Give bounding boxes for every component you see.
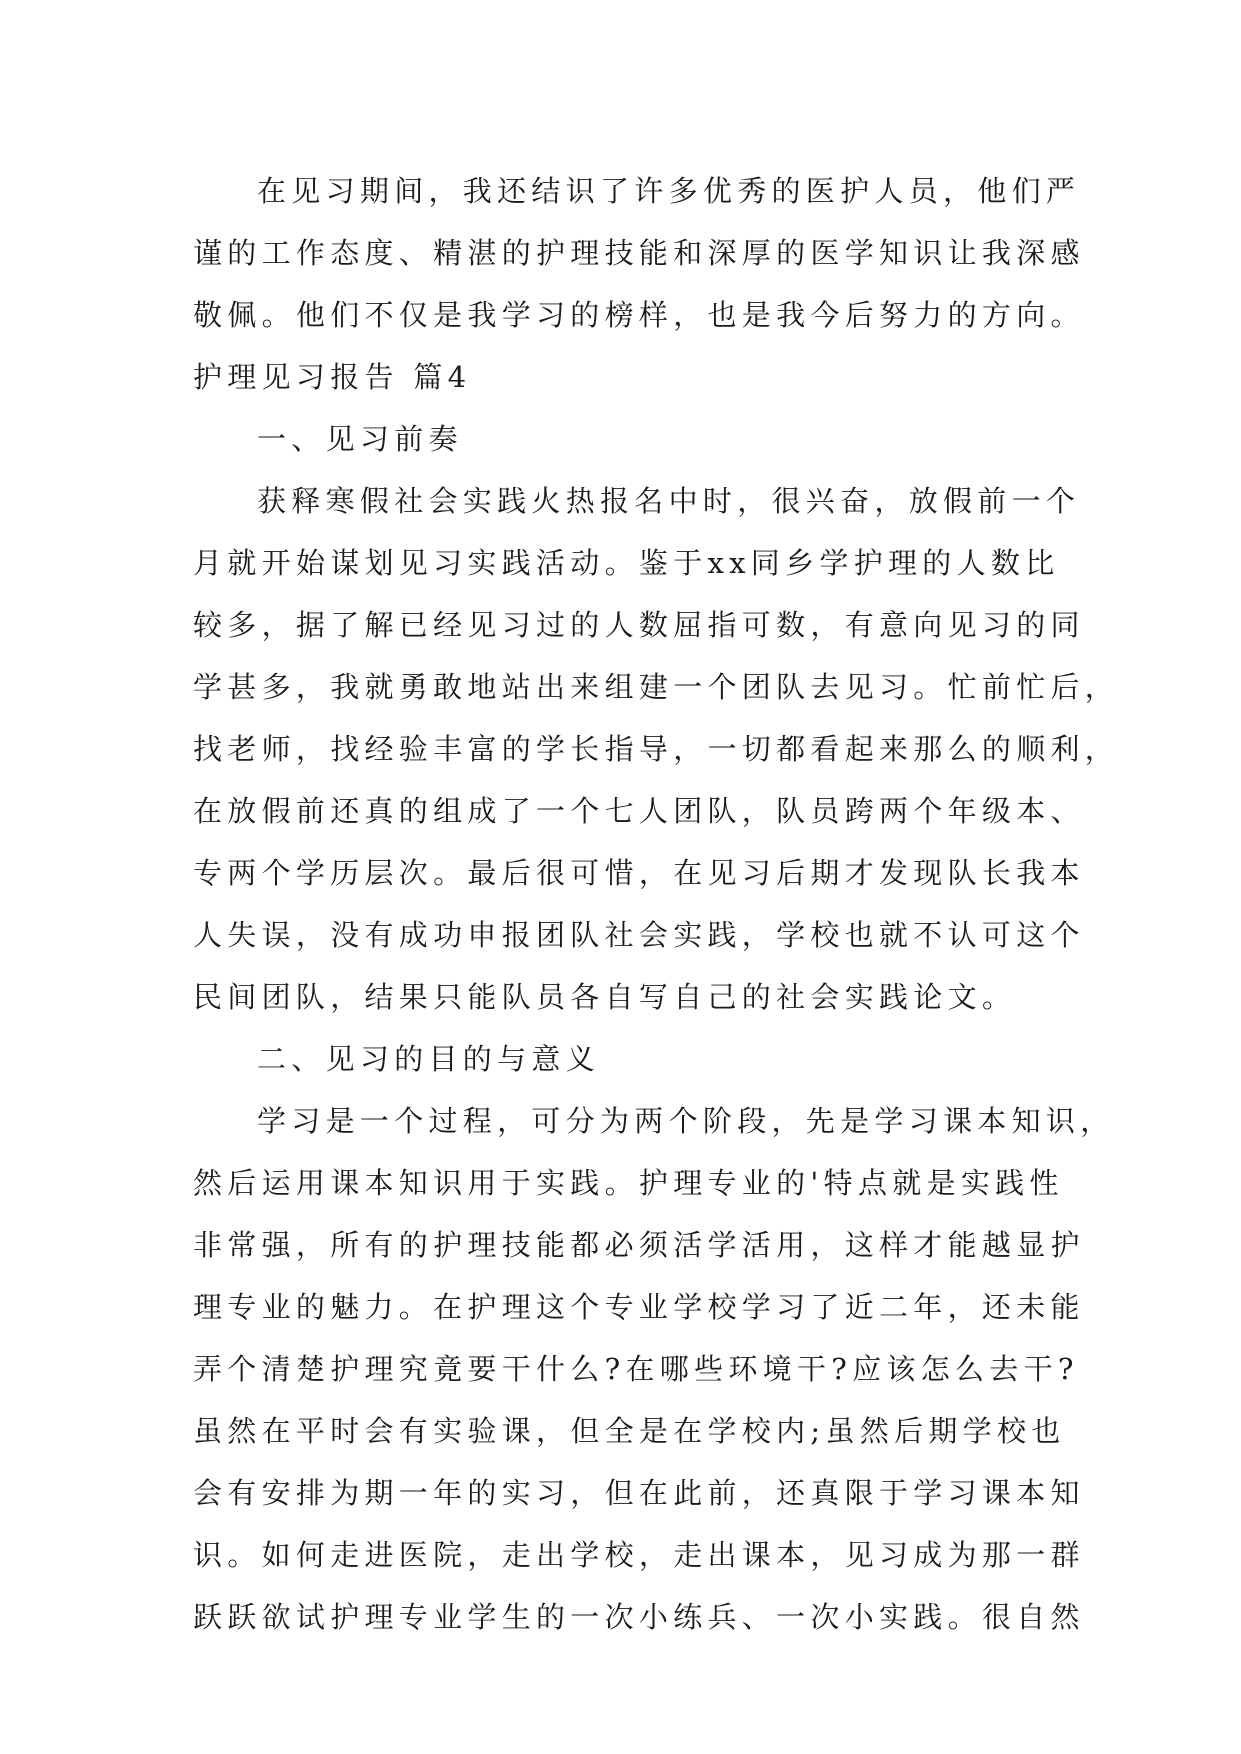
text-line: 学甚多，我就勇敢地站出来组建一个团队去见习。忙前忙后，: [193, 670, 1120, 704]
text-line: 跃跃欲试护理专业学生的一次小练兵、一次小实践。很自然: [193, 1600, 1085, 1634]
text-line: 专两个学历层次。最后很可惜，在见习后期才发现队长我本: [193, 856, 1085, 890]
subheading: 一、见习前奏: [257, 422, 463, 456]
text-line: 理专业的魅力。在护理这个专业学校学习了近二年，还未能: [193, 1290, 1085, 1324]
text-line: 月就开始谋划见习实践活动。鉴于xx同乡学护理的人数比: [193, 546, 1060, 580]
subheading: 二、见习的目的与意义: [257, 1042, 601, 1076]
text-line: 会有安排为期一年的实习，但在此前，还真限于学习课本知: [193, 1476, 1085, 1510]
text-line: 民间团队，结果只能队员各自写自己的社会实践论文。: [193, 980, 1017, 1014]
section-title: 护理见习报告 篇4: [193, 360, 472, 394]
text-line: 然后运用课本知识用于实践。护理专业的'特点就是实践性: [193, 1166, 1064, 1200]
text-line: 弄个清楚护理究竟要干什么?在哪些环境干?应该怎么去干?: [193, 1352, 1079, 1386]
text-line: 人失误，没有成功申报团队社会实践，学校也就不认可这个: [193, 918, 1085, 952]
text-line: 虽然在平时会有实验课，但全是在学校内;虽然后期学校也: [193, 1414, 1066, 1448]
text-line: 学习是一个过程，可分为两个阶段，先是学习课本知识，: [257, 1104, 1115, 1138]
text-line: 找老师，找经验丰富的学长指导，一切都看起来那么的顺利，: [193, 732, 1120, 766]
text-line: 谨的工作态度、精湛的护理技能和深厚的医学知识让我深感: [193, 236, 1085, 270]
text-line: 在放假前还真的组成了一个七人团队，队员跨两个年级本、: [193, 794, 1085, 828]
text-line: 敬佩。他们不仅是我学习的榜样，也是我今后努力的方向。: [193, 298, 1085, 332]
text-line: 较多，据了解已经见习过的人数屈指可数，有意向见习的同: [193, 608, 1085, 642]
text-line: 识。如何走进医院，走出学校，走出课本，见习成为那一群: [193, 1538, 1085, 1572]
text-line: 获释寒假社会实践火热报名中时，很兴奋，放假前一个: [257, 484, 1081, 518]
document-body: [193, 160, 1120, 1648]
text-line: 在见习期间，我还结识了许多优秀的医护人员，他们严: [257, 174, 1081, 208]
text-line: 非常强，所有的护理技能都必须活学活用，这样才能越显护: [193, 1228, 1085, 1262]
